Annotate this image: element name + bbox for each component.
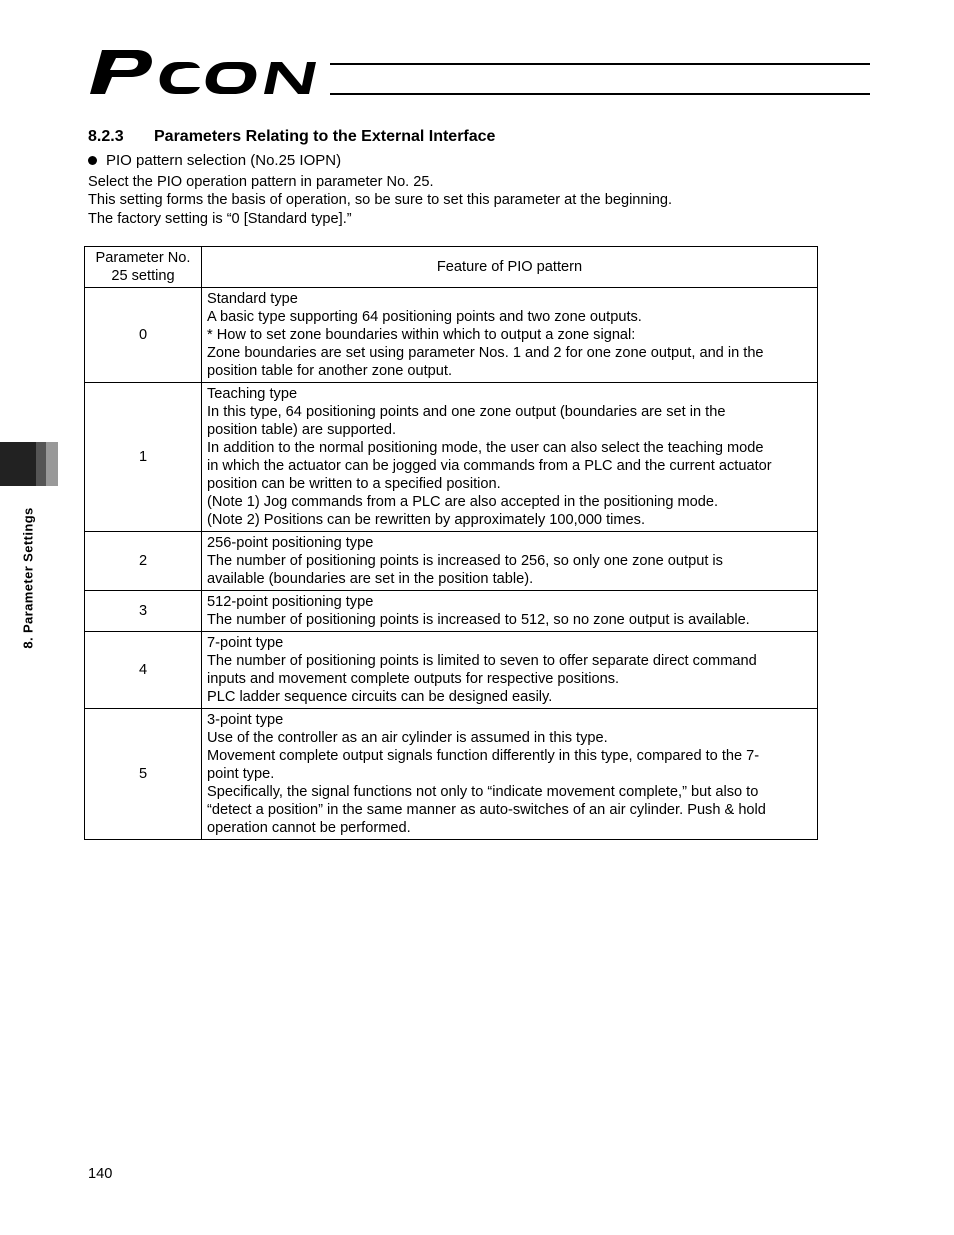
intro-line: Select the PIO operation pattern in parameter No. 25. bbox=[88, 174, 434, 190]
feature-cell: 7-point type The number of positioning points is limited to seven to offer separate direct command inputs and movement complete outputs for respective positions. PLC ladder sequence circuits can be designed easily. bbox=[202, 632, 818, 709]
header-parameter-setting: Parameter No. 25 setting bbox=[85, 247, 202, 288]
feature-cell: 256-point positioning type The number of positioning points is increased to 256, so only one zone output is available (boundaries are set in the position table). bbox=[202, 532, 818, 591]
chapter-side-label: 8. Parameter Settings bbox=[20, 507, 36, 649]
bullet-icon bbox=[88, 156, 97, 165]
header-feature: Feature of PIO pattern bbox=[202, 247, 818, 288]
feature-cell: Teaching type In this type, 64 positioning points and one zone output (boundaries are set in the position table) are supported. In addition to the normal positioning mode, the user can also select the teaching mode in which the actuator can be jogged via commands from a PLC and the current actuator position can be written to a specified position. (Note 1) Jog commands from a PLC are also accepted in the positioning mode. (Note 2) Positions can be rewritten by approximately 100,000 times. bbox=[202, 383, 818, 532]
table-row bbox=[85, 591, 818, 632]
table-row bbox=[85, 632, 818, 709]
intro-line: This setting forms the basis of operation, so be sure to set this parameter at the beginning. bbox=[88, 192, 673, 209]
table-row bbox=[85, 288, 818, 383]
section-number: 8.2.3 bbox=[88, 128, 124, 145]
setting-cell: 2 bbox=[85, 532, 202, 591]
header-rule-top bbox=[330, 63, 870, 65]
section-heading bbox=[88, 128, 495, 146]
setting-cell: 1 bbox=[85, 383, 202, 532]
setting-cell: 5 bbox=[85, 709, 202, 840]
feature-cell: Standard type A basic type supporting 64 positioning points and two zone outputs. * How to set zone boundaries within which to output a zone signal: Zone boundaries are set using parameter Nos. 1 and 2 for one zone output, and in the position table for another zone output. bbox=[202, 288, 818, 383]
feature-cell: 3-point type Use of the controller as an air cylinder is assumed in this type. Movement complete output signals function differently in this type, compared to the 7- point type. Specifically, the signal functions not only to “indicate movement complete,” but also to “detect a position” in the same manner as auto-switches of an air cylinder. Push & hold operation cannot be performed. bbox=[202, 709, 818, 840]
table-header-row bbox=[85, 247, 818, 288]
pio-pattern-table bbox=[84, 246, 818, 840]
header-rule-bottom bbox=[330, 93, 870, 95]
setting-cell: 0 bbox=[85, 288, 202, 383]
table-row bbox=[85, 532, 818, 591]
setting-cell: 4 bbox=[85, 632, 202, 709]
setting-cell: 3 bbox=[85, 591, 202, 632]
bullet-text: PIO pattern selection (No.25 IOPN) bbox=[106, 152, 342, 169]
intro-line: The factory setting is “0 [Standard type].” bbox=[88, 210, 352, 227]
pcon-logo bbox=[88, 46, 328, 98]
page-number: 140 bbox=[88, 1166, 113, 1182]
chapter-tab-marker bbox=[0, 442, 58, 486]
bullet-item bbox=[88, 152, 341, 169]
table-row bbox=[85, 709, 818, 840]
feature-cell: 512-point positioning type The number of positioning points is increased to 512, so no zone output is available. bbox=[202, 591, 818, 632]
table-row bbox=[85, 383, 818, 532]
section-title: Parameters Relating to the External Interface bbox=[154, 128, 496, 145]
intro-text bbox=[88, 173, 672, 228]
